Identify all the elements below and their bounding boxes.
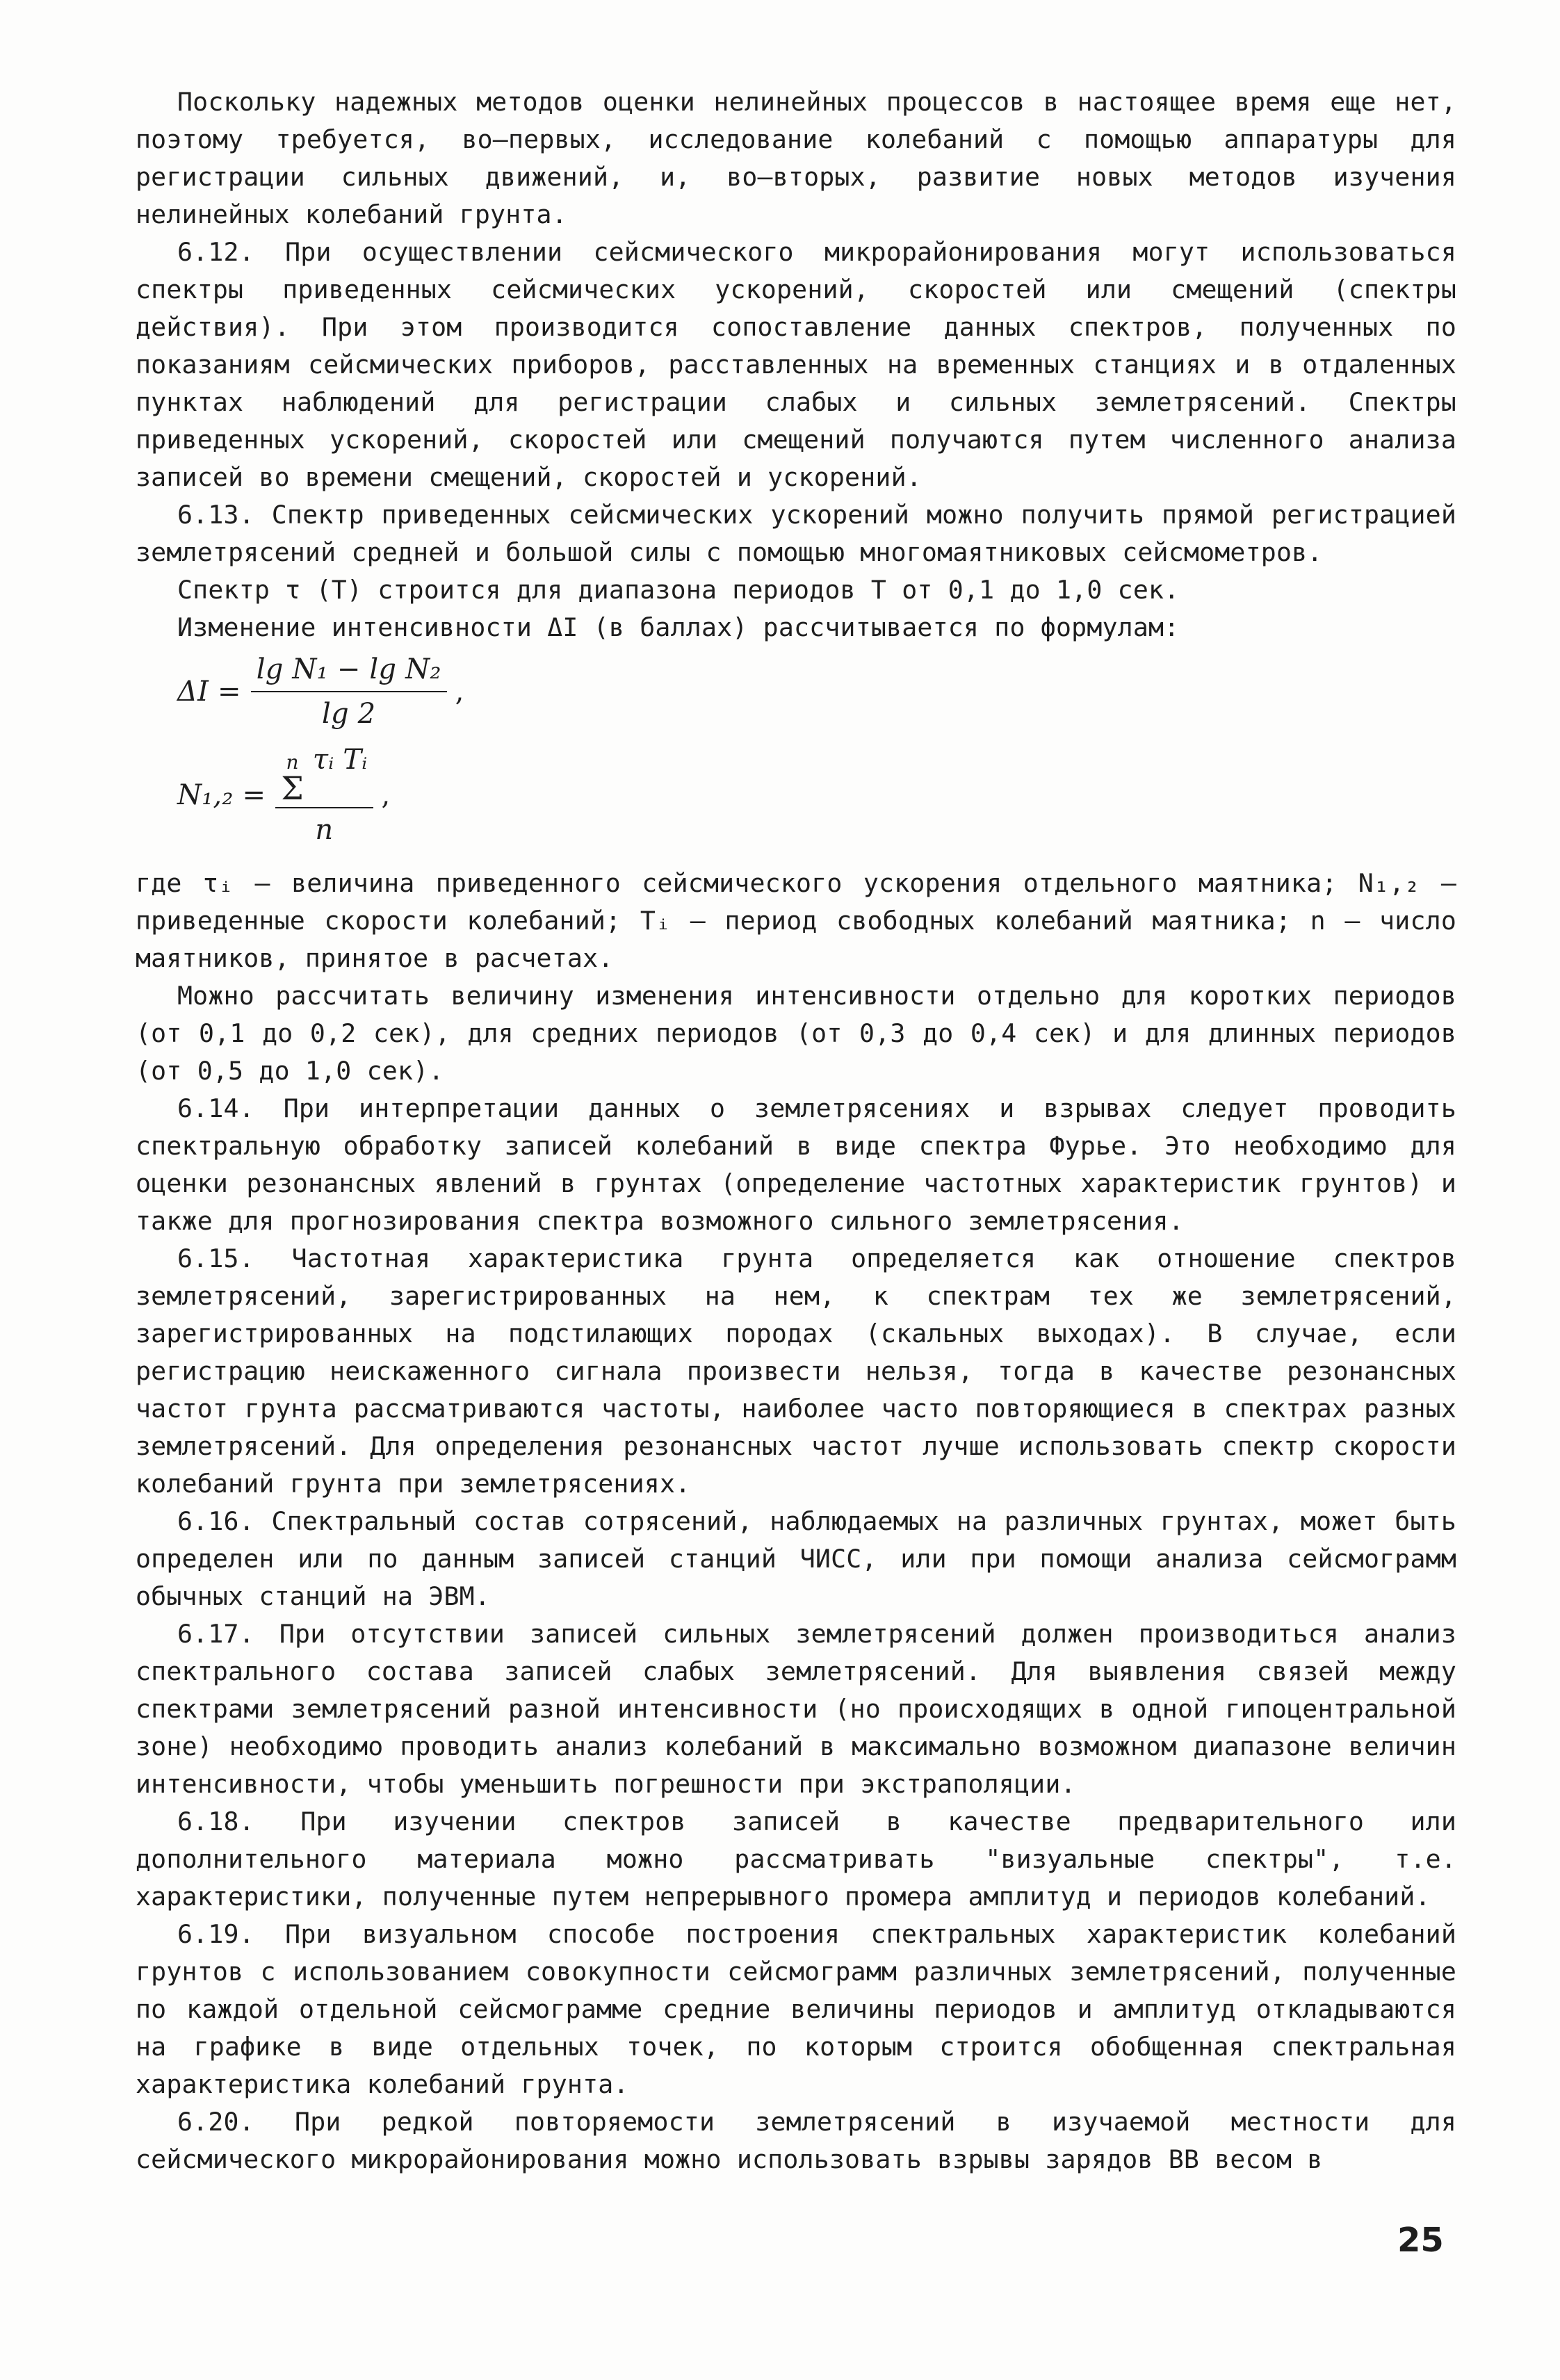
paragraph-spectrum: Спектр τ (T) строится для диапазона периодов T от 0,1 до 1,0 сек.: [177, 575, 1180, 605]
formula2-denominator: n: [315, 814, 334, 846]
formula2-numerator: [275, 741, 373, 808]
paragraph-6-15: 6.15. Частотная характеристика грунта определяется как отношение спектров землетрясений, зарегистрированных на нем, к спектрам тех же землетрясений, зарегистрированных на подстилающих породах (скальных выходах). В случае, если регистрацию неискаженного сигнала произвести нельзя, тогда в качестве резонансных частот грунта рассматриваются частоты, наиболее часто повторяющиеся в спектрах разных землетрясений. Для определения резонансных частот лучше использовать спектр скорости колебаний грунта при землетрясениях.: [136, 1244, 1456, 1499]
paragraph-6-19: 6.19. При визуальном способе построения спектральных характеристик колебаний грунтов с использованием совокупности сейсмограмм различных землетрясений, полученные по каждой отдельной сейсмограмме средние величины периодов и амплитуд откладываются на графике в виде отдельных точек, по которым строится обобщенная спектральная характеристика колебаний грунта.: [136, 1919, 1456, 2099]
paragraph-6-14: 6.14. При интерпретации данных о землетрясениях и взрывах следует проводить спектральную обработку записей колебаний в виде спектра Фурье. Это необходимо для оценки резонансных явлений в грунтах (определение частотных характеристик грунтов) и также для прогнозирования спектра возможного сильного землетрясения.: [136, 1093, 1456, 1236]
paragraph-6-18: 6.18. При изучении спектров записей в качестве предварительного или дополнительного материала можно рассматривать "визуальные спектры", т.е. характеристики, полученные путем непрерывного промера амплитуд и периодов колебаний.: [136, 1807, 1456, 1912]
sum-operator: [281, 751, 304, 807]
formula-delta-i: [177, 651, 464, 733]
paragraph-6-20: 6.20. При редкой повторяемости землетрясений в изучаемой местности для сейсмического микрорайонирования можно использовать взрывы зарядов ВВ весом в: [136, 2107, 1456, 2174]
formula1-comma: ,: [455, 676, 464, 708]
paragraph-where: где τᵢ – величина приведенного сейсмического ускорения отдельного маятника; N₁,₂ – приведенные скорости колебаний; Tᵢ – период свободных колебаний маятника; n – число маятников, принятое в расчетах.: [136, 868, 1456, 973]
paragraph-6-13: 6.13. Спектр приведенных сейсмических ускорений можно получить прямой регистрацией землетрясений средней и большой силы с помощью многомаятниковых сейсмометров.: [136, 500, 1456, 567]
formula1-fraction: [251, 651, 447, 733]
paragraph-6-12: 6.12. При осуществлении сейсмического микрорайонирования могут использоваться спектры приведенных сейсмических ускорений, скоростей или смещений (спектры действия). При этом производится сопоставление данных спектров, полученных по показаниям сейсмических приборов, расставленных на временных станциях и в отдаленных пунктах наблюдений для регистрации слабых и сильных землетрясений. Спектры приведенных ускорений, скоростей или смещений получаются путем численного анализа записей во времени смещений, скоростей и ускорений.: [136, 237, 1456, 492]
paragraph-6-16: 6.16. Спектральный состав сотрясений, наблюдаемых на различных грунтах, может быть определен или по данным записей станций ЧИСС, или при помощи анализа сейсмограмм обычных станций на ЭВМ.: [136, 1506, 1456, 1611]
paragraph-intensity: Изменение интенсивности ΔI (в баллах) рассчитывается по формулам:: [177, 612, 1180, 642]
formula2-fraction: [275, 741, 373, 849]
sigma-symbol: Σ: [281, 769, 304, 807]
formula-area: [136, 651, 1456, 859]
page-number: 25: [1397, 2221, 1444, 2260]
formula2-comma: ,: [381, 779, 391, 811]
formula2-lhs: N₁,₂ =: [177, 779, 266, 811]
paragraph-6-17: 6.17. При отсутствии записей сильных землетрясений должен производиться анализ спектрального состава записей слабых землетрясений. Для выявления связей между спектрами землетрясений разной интенсивности (но происходящих в одной гипоцентральной зоне) необходимо проводить анализ колебаний в максимально возможном диапазоне величин интенсивности, чтобы уменьшить погрешности при экстраполяции.: [136, 1619, 1456, 1799]
formula-n12: [177, 741, 390, 849]
formula1-lhs: ΔI =: [177, 676, 241, 708]
body-text: [136, 83, 1456, 2178]
sum-upper-limit: n: [286, 751, 299, 774]
formula1-denominator: lg 2: [321, 698, 376, 730]
formula1-numerator: lg N₁ − lg N₂: [251, 651, 447, 692]
sum-body: τᵢ Tᵢ: [312, 744, 368, 776]
paragraph-periods: Можно рассчитать величину изменения интенсивности отдельно для коротких периодов (от 0,1 до 0,2 сек), для средних периодов (от 0,3 до 0,4 сек) и для длинных периодов (от 0,5 до 1,0 сек).: [136, 981, 1456, 1086]
paragraph-intro: Поскольку надежных методов оценки нелинейных процессов в настоящее время еще нет, поэтому требуется, во–первых, исследование колебаний с помощью аппаратуры для регистрации сильных движений, и, во–вторых, развитие новых методов изучения нелинейных колебаний грунта.: [136, 87, 1456, 229]
